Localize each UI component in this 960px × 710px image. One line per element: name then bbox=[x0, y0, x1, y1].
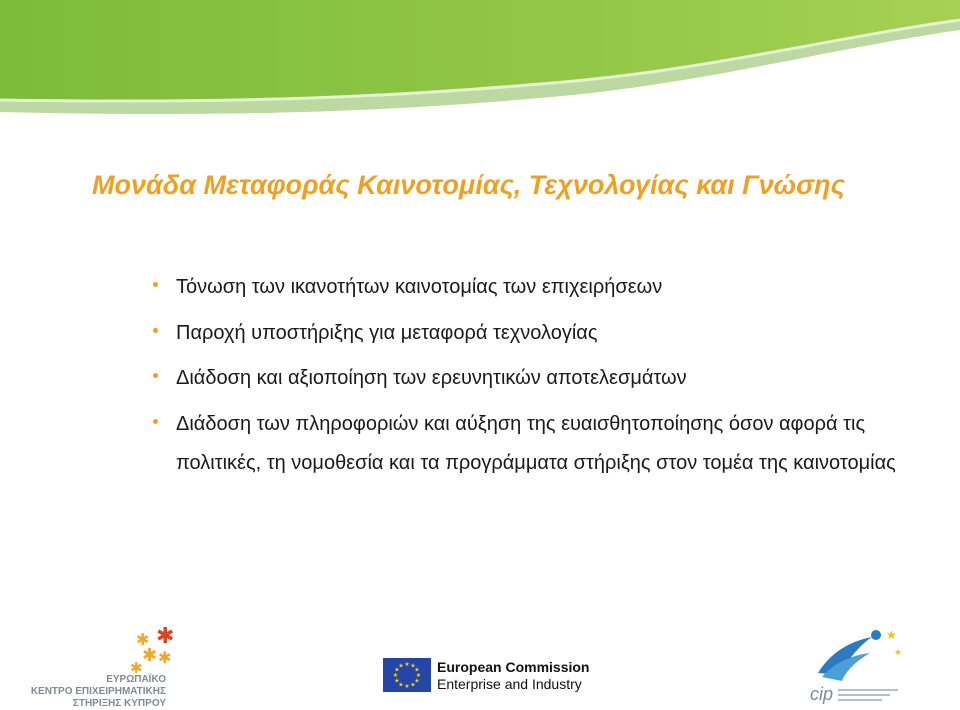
bullet-list bbox=[152, 268, 912, 490]
ec-logo-line: European Commission bbox=[437, 659, 590, 675]
slide-title: Μονάδα Μεταφοράς Καινοτομίας, Τεχνολογίας και Γνώσης bbox=[92, 170, 845, 200]
top-banner bbox=[0, 0, 960, 125]
een-cyprus-logo bbox=[8, 624, 175, 710]
svg-text:★: ★ bbox=[392, 672, 399, 679]
bullet-text: Διάδοση και αξιοποίηση των ερευνητικών αποτελεσμάτων bbox=[176, 367, 687, 389]
bullet-item bbox=[152, 268, 912, 308]
svg-text:★: ★ bbox=[394, 677, 400, 685]
svg-text:★: ★ bbox=[894, 648, 903, 658]
svg-text:✱: ✱ bbox=[142, 645, 158, 666]
svg-text:★: ★ bbox=[398, 681, 404, 689]
footer-logos bbox=[0, 615, 960, 709]
ec-logo-line: Enterprise and Industry bbox=[437, 676, 582, 692]
bullet-text: Τόνωση των ικανοτήτων καινοτομίας των επιχειρήσεων bbox=[176, 276, 663, 298]
bullet-item bbox=[152, 314, 912, 354]
svg-text:★: ★ bbox=[886, 628, 897, 642]
ec-logo-text bbox=[437, 659, 677, 693]
bullet-text: Διάδοση των πληροφοριών και αύξηση της ευαισθητοποίησης όσον αφορά τις πολιτικές, τη νομοθεσία και τα προγράμματα στήριξης στον τομέα της καινοτομίας bbox=[176, 412, 896, 474]
een-logo-line: ΕΥΡΩΠΑΪΚΟ bbox=[106, 674, 166, 685]
svg-text:★: ★ bbox=[410, 681, 416, 689]
svg-text:✱: ✱ bbox=[158, 648, 172, 667]
eu-flag-icon bbox=[383, 658, 431, 692]
een-logo-text bbox=[16, 674, 166, 710]
svg-text:✱: ✱ bbox=[130, 659, 143, 677]
bullet-dot-icon bbox=[153, 328, 158, 333]
svg-text:★: ★ bbox=[410, 662, 416, 670]
cip-logo-label: cip bbox=[810, 684, 834, 704]
bullet-item bbox=[152, 359, 912, 399]
svg-text:★: ★ bbox=[415, 672, 422, 679]
star-cluster-icon bbox=[108, 623, 188, 678]
svg-text:✱: ✱ bbox=[136, 630, 150, 649]
svg-text:★: ★ bbox=[404, 661, 410, 668]
bullet-dot-icon bbox=[153, 373, 158, 378]
bullet-dot-icon bbox=[153, 282, 158, 287]
cip-logo bbox=[800, 615, 910, 705]
svg-text:★: ★ bbox=[398, 662, 404, 670]
svg-text:✱: ✱ bbox=[156, 624, 175, 649]
een-logo-line: ΣΤΗΡΙΞΗΣ ΚΥΠΡΟΥ bbox=[72, 698, 166, 709]
svg-text:★: ★ bbox=[404, 683, 410, 690]
bullet-dot-icon bbox=[153, 419, 158, 424]
svg-text:★: ★ bbox=[414, 666, 420, 674]
svg-text:★: ★ bbox=[414, 677, 420, 685]
een-logo-line: ΚΕΝΤΡΟ ΕΠΙΧΕΙΡΗΜΑΤΙΚΗΣ bbox=[30, 686, 166, 697]
svg-text:★: ★ bbox=[394, 666, 400, 674]
bullet-item bbox=[152, 405, 912, 484]
bullet-text: Παροχή υποστήριξης για μεταφορά τεχνολογίας bbox=[176, 321, 598, 344]
